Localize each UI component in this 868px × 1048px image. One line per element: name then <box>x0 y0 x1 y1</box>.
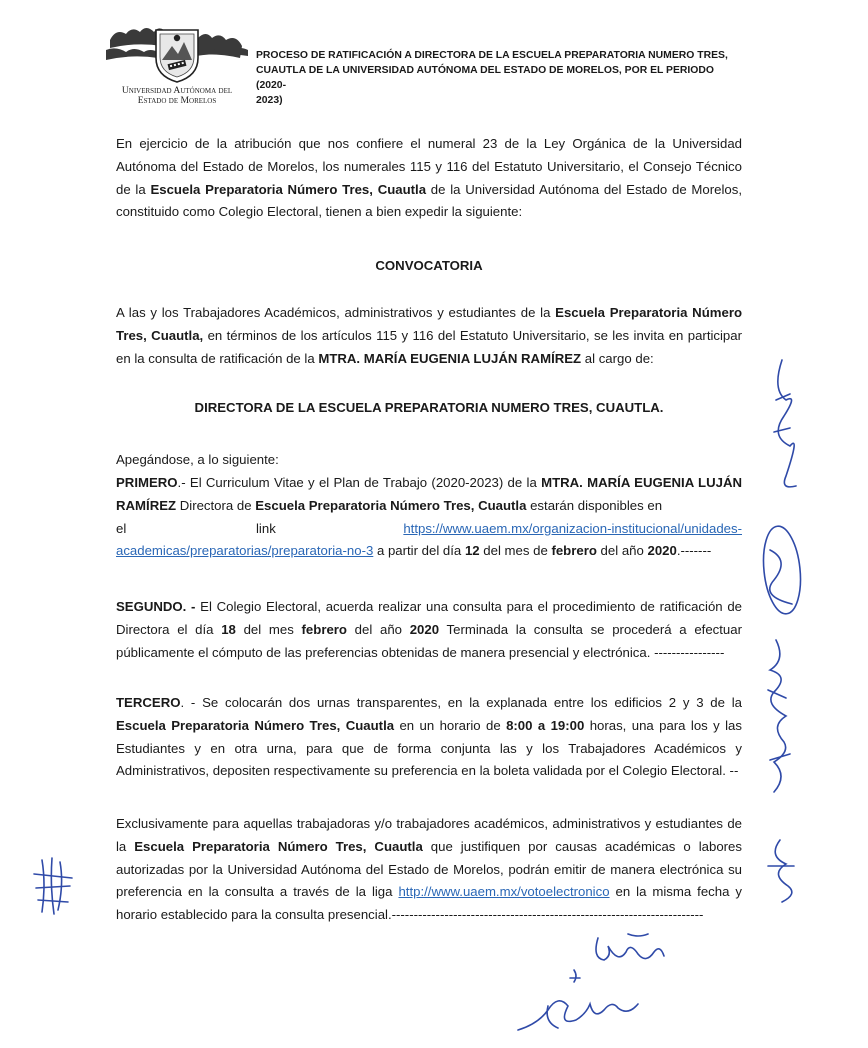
apegandose-line: Apegándose, a lo siguiente: <box>116 452 279 467</box>
segundo-text-1: El Colegio Electoral, acuerda realizar una consulta para el procedimiento de ratificación de Directora el día <box>116 599 742 637</box>
tercero-text-1: . - Se colocarán dos urnas transparentes, en la explanada entre los edificios 2 y 3 de la <box>180 695 742 710</box>
segundo-text-4: Terminada la consulta se procederá a efectuar públicamente el cómputo de las preferencias obtenidas de manera presencial y electrónica. ---------------- <box>116 621 742 660</box>
segundo-label: SEGUNDO. - <box>116 599 196 614</box>
primero-text-2: Directora de <box>176 497 256 513</box>
university-name <box>104 86 250 106</box>
intro-text-1: En ejercicio de la atribución que nos confiere el numeral 23 de la Ley Orgánica de la Universidad Autónoma del Estado de Morelos, los numerales 115 y 116 del Estatuto Universitario, el Consejo Técnico de la <box>116 136 742 197</box>
primero-year: 2020 <box>647 543 677 559</box>
segundo-year: 2020 <box>409 621 440 637</box>
convocatoria-heading: CONVOCATORIA <box>375 258 483 273</box>
primero-text-4: a partir del día <box>373 543 465 559</box>
invitation-text-2: en términos de los artículos 115 y 116 del Estatuto Universitario, se les invita en participar en la consulta de ratificación de la <box>116 327 742 366</box>
curriculum-link-part2[interactable]: academicas/preparatorias/preparatoria-no-3 <box>116 543 374 559</box>
tercero-text-2: en un horario de <box>394 717 507 733</box>
primero-word-el: el <box>116 520 127 536</box>
uaem-seal-icon <box>104 24 250 86</box>
segundo-day: 18 <box>221 621 236 637</box>
intro-text-2: de la Universidad Autónoma del Estado de Morelos, constituido como Colegio Electoral, tienen a bien expedir la siguiente: <box>116 181 742 220</box>
tercero-school-name: Escuela Preparatoria Número Tres, Cuautla <box>116 717 395 733</box>
segundo-month: febrero <box>301 621 347 637</box>
curriculum-link-part1[interactable]: https://www.uaem.mx/organizacion-institucional/unidades- <box>403 520 742 536</box>
segundo-paragraph <box>116 596 742 664</box>
invitation-school-name: Escuela Preparatoria Número Tres, Cuautla, <box>116 305 743 343</box>
document-title <box>256 48 746 108</box>
electronic-vote-link[interactable]: http://www.uaem.mx/votoelectronico <box>398 884 610 900</box>
tercero-label: TERCERO <box>116 695 181 710</box>
intro-school-name: Escuela Preparatoria Número Tres, Cuautla <box>150 181 427 197</box>
primero-text-5: del mes de <box>479 543 552 559</box>
electronic-school-name: Escuela Preparatoria Número Tres, Cuautla <box>134 838 423 854</box>
document-title-line2: CUAUTLA DE LA UNIVERSIDAD AUTÓNOMA DEL ESTADO DE MORELOS, POR EL PERIODO (2020- <box>256 65 714 91</box>
primero-label: PRIMERO <box>116 475 178 490</box>
invitation-text-3: al cargo de: <box>581 350 654 366</box>
university-name-line2: Estado de Morelos <box>137 95 217 106</box>
primero-school-name: Escuela Preparatoria Número Tres, Cuautla <box>255 497 527 513</box>
document-title-line1: PROCESO DE RATIFICACIÓN A DIRECTORA DE LA ESCUELA PREPARATORIA NUMERO TRES, <box>256 50 728 61</box>
tercero-text-3: horas, una para los y las Estudiantes y en otra urna, para que de forma conjunta las y los Trabajadores Académicos y Administrativos, depositen respectivamente su preferencia en la boleta validada por el Colegio Electoral. -- <box>116 717 742 779</box>
segundo-text-2: del mes <box>235 621 302 637</box>
primero-text-6: del año <box>596 543 648 559</box>
primero-text-3: estarán disponibles en <box>526 497 663 513</box>
tercero-paragraph <box>116 692 742 783</box>
position-heading: DIRECTORA DE LA ESCUELA PREPARATORIA NUMERO TRES, CUAUTLA. <box>194 400 664 415</box>
primero-text-1: .- El Curriculum Vitae y el Plan de Trabajo (2020-2023) de la <box>177 475 542 490</box>
tercero-hours: 8:00 a 19:00 <box>506 717 585 733</box>
university-name-line1: Universidad Autónoma del <box>121 85 233 96</box>
bottom-signatures <box>508 930 678 1038</box>
electronic-text-1: Exclusivamente para aquellas trabajadoras y/o trabajadores académicos, administrativos y estudiantes de la <box>116 816 742 854</box>
invitation-text-1: A las y los Trabajadores Académicos, administrativos y estudiantes de la <box>116 305 556 320</box>
electronic-vote-paragraph <box>116 813 742 927</box>
primero-paragraph <box>116 472 742 563</box>
primero-candidate-name: MTRA. MARÍA EUGENIA LUJÁN RAMÍREZ <box>116 475 742 513</box>
document-title-line3: 2023) <box>256 95 283 106</box>
primero-word-link: link <box>256 520 276 536</box>
electronic-text-3: en la misma fecha y horario establecido para la consulta presencial.----------------------------------------------------------------------- <box>116 884 742 923</box>
electronic-text-2: que justifiquen por causas académicas o labores autorizadas por la Universidad Autónoma del Estado de Morelos, podrán emitir de manera electrónica su preferencia en la consulta a través de la liga <box>116 838 742 900</box>
university-logo <box>104 24 250 110</box>
margin-signatures-right <box>746 340 816 940</box>
primero-month: febrero <box>551 543 597 559</box>
margin-signature-left <box>30 852 80 922</box>
primero-text-7: .------- <box>676 543 712 559</box>
intro-paragraph <box>116 133 742 224</box>
invitation-paragraph <box>116 302 742 370</box>
primero-day: 12 <box>464 543 480 559</box>
invitation-candidate-name: MTRA. MARÍA EUGENIA LUJÁN RAMÍREZ <box>318 350 582 366</box>
segundo-text-3: del año <box>346 621 410 637</box>
